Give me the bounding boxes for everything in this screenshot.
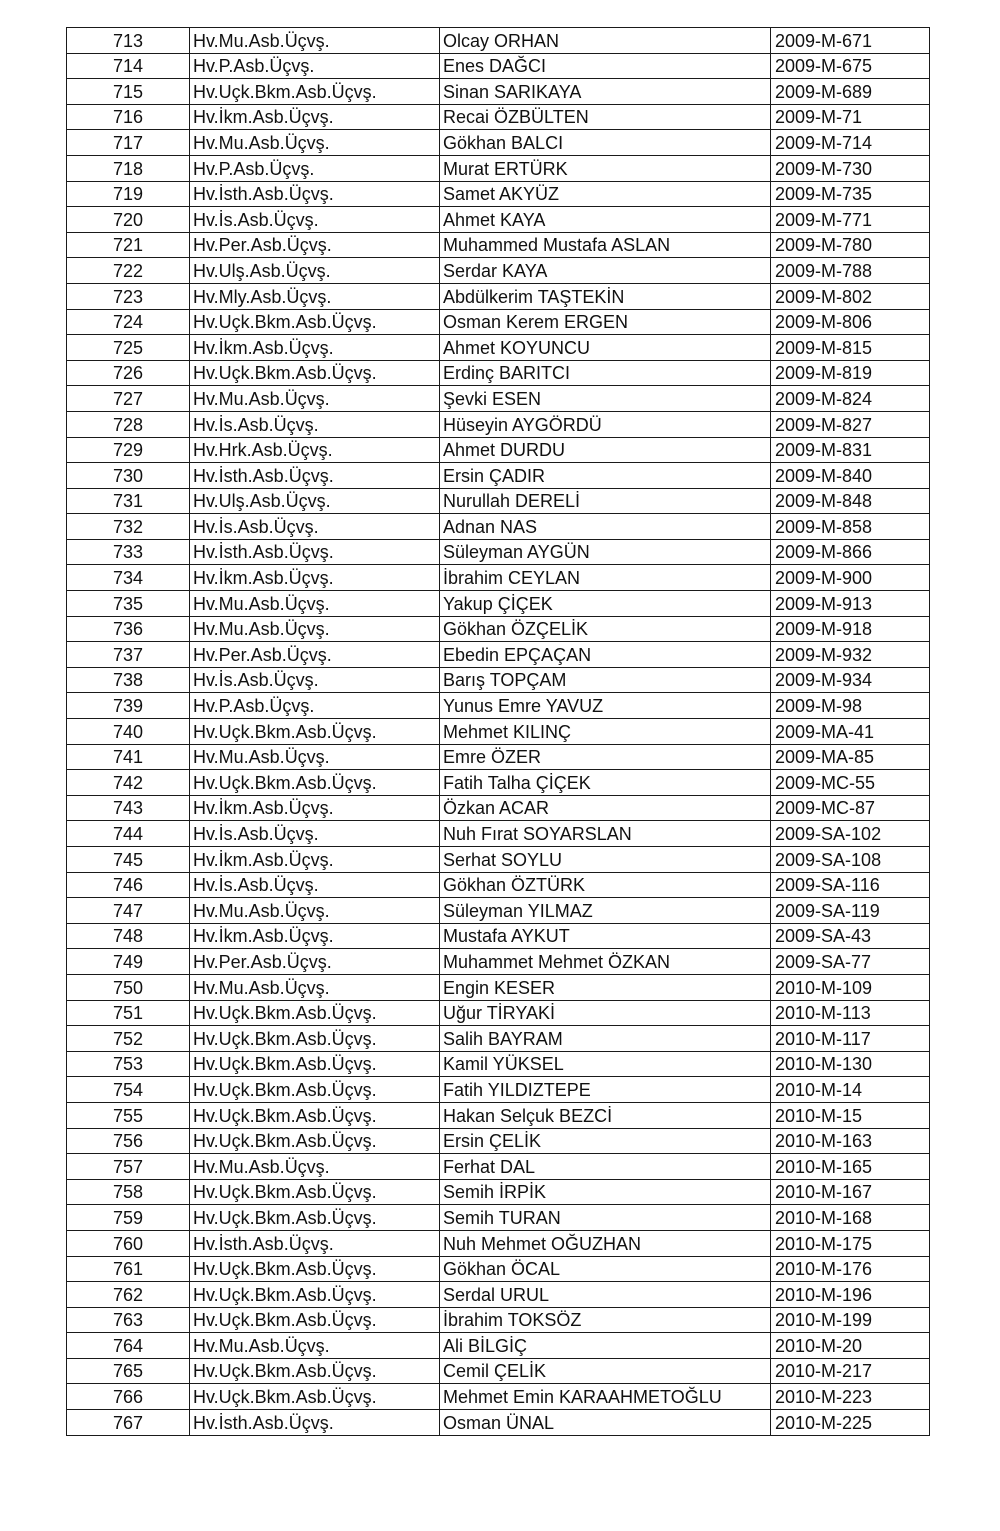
row-number-cell: 741 (67, 744, 190, 770)
row-number-cell: 728 (67, 411, 190, 437)
registry-number-cell: 2009-M-730 (771, 155, 930, 181)
row-number-cell: 762 (67, 1282, 190, 1308)
table-row (67, 463, 930, 489)
name-cell: Semih İRPİK (440, 1179, 771, 1205)
name-cell: İbrahim TOKSÖZ (440, 1307, 771, 1333)
row-number-cell: 767 (67, 1410, 190, 1436)
table-row (67, 616, 930, 642)
table-row (67, 28, 930, 54)
row-number-cell: 724 (67, 309, 190, 335)
rank-cell: Hv.İkm.Asb.Üçvş. (190, 104, 440, 130)
row-number-cell: 732 (67, 514, 190, 540)
row-number-cell: 729 (67, 437, 190, 463)
table-row (67, 539, 930, 565)
row-number-cell: 746 (67, 872, 190, 898)
registry-number-cell: 2010-M-109 (771, 974, 930, 1000)
row-number-cell: 730 (67, 463, 190, 489)
table-row (67, 1256, 930, 1282)
name-cell: Osman Kerem ERGEN (440, 309, 771, 335)
table-row (67, 309, 930, 335)
table-row (67, 693, 930, 719)
name-cell: Serdal URUL (440, 1282, 771, 1308)
rank-cell: Hv.Mu.Asb.Üçvş. (190, 28, 440, 54)
registry-number-cell: 2010-M-168 (771, 1205, 930, 1231)
name-cell: Osman ÜNAL (440, 1410, 771, 1436)
row-number-cell: 757 (67, 1154, 190, 1180)
table-row (67, 104, 930, 130)
name-cell: Süleyman AYGÜN (440, 539, 771, 565)
name-cell: Cemil ÇELİK (440, 1358, 771, 1384)
registry-number-cell: 2009-M-788 (771, 258, 930, 284)
row-number-cell: 737 (67, 642, 190, 668)
table-row (67, 1282, 930, 1308)
registry-number-cell: 2010-M-15 (771, 1102, 930, 1128)
table-row (67, 1384, 930, 1410)
table-row (67, 283, 930, 309)
name-cell: Fatih Talha ÇİÇEK (440, 770, 771, 796)
registry-number-cell: 2009-M-824 (771, 386, 930, 412)
table-row (67, 335, 930, 361)
registry-number-cell: 2010-M-175 (771, 1230, 930, 1256)
name-cell: Nuh Mehmet OĞUZHAN (440, 1230, 771, 1256)
row-number-cell: 719 (67, 181, 190, 207)
name-cell: Ali BİLGİÇ (440, 1333, 771, 1359)
rank-cell: Hv.Hrk.Asb.Üçvş. (190, 437, 440, 463)
table-row (67, 437, 930, 463)
row-number-cell: 733 (67, 539, 190, 565)
row-number-cell: 735 (67, 591, 190, 617)
rank-cell: Hv.İkm.Asb.Üçvş. (190, 847, 440, 873)
registry-number-cell: 2009-SA-108 (771, 847, 930, 873)
row-number-cell: 747 (67, 898, 190, 924)
rank-cell: Hv.Uçk.Bkm.Asb.Üçvş. (190, 1307, 440, 1333)
registry-number-cell: 2009-M-913 (771, 591, 930, 617)
name-cell: Ahmet KOYUNCU (440, 335, 771, 361)
rank-cell: Hv.İkm.Asb.Üçvş. (190, 335, 440, 361)
row-number-cell: 752 (67, 1026, 190, 1052)
registry-number-cell: 2010-M-130 (771, 1051, 930, 1077)
row-number-cell: 725 (67, 335, 190, 361)
table-row (67, 232, 930, 258)
table-row (67, 949, 930, 975)
rank-cell: Hv.Per.Asb.Üçvş. (190, 642, 440, 668)
name-cell: Gökhan ÖCAL (440, 1256, 771, 1282)
rank-cell: Hv.Uçk.Bkm.Asb.Üçvş. (190, 770, 440, 796)
name-cell: Ersin ÇELİK (440, 1128, 771, 1154)
registry-number-cell: 2009-M-780 (771, 232, 930, 258)
table-row (67, 847, 930, 873)
row-number-cell: 717 (67, 130, 190, 156)
rank-cell: Hv.Uçk.Bkm.Asb.Üçvş. (190, 1256, 440, 1282)
name-cell: Kamil YÜKSEL (440, 1051, 771, 1077)
rank-cell: Hv.İs.Asb.Üçvş. (190, 514, 440, 540)
registry-number-cell: 2009-M-806 (771, 309, 930, 335)
table-row (67, 1333, 930, 1359)
row-number-cell: 742 (67, 770, 190, 796)
registry-number-cell: 2010-M-20 (771, 1333, 930, 1359)
rank-cell: Hv.Mu.Asb.Üçvş. (190, 974, 440, 1000)
table-row (67, 130, 930, 156)
registry-number-cell: 2009-SA-119 (771, 898, 930, 924)
name-cell: Mehmet Emin KARAAHMETOĞLU (440, 1384, 771, 1410)
row-number-cell: 754 (67, 1077, 190, 1103)
registry-number-cell: 2009-M-671 (771, 28, 930, 54)
row-number-cell: 736 (67, 616, 190, 642)
row-number-cell: 738 (67, 667, 190, 693)
table-row (67, 565, 930, 591)
row-number-cell: 727 (67, 386, 190, 412)
rank-cell: Hv.İs.Asb.Üçvş. (190, 872, 440, 898)
table-row (67, 1410, 930, 1436)
table-row (67, 974, 930, 1000)
registry-number-cell: 2009-M-934 (771, 667, 930, 693)
registry-number-cell: 2009-M-771 (771, 207, 930, 233)
rank-cell: Hv.Per.Asb.Üçvş. (190, 232, 440, 258)
name-cell: Abdülkerim TAŞTEKİN (440, 283, 771, 309)
table-row (67, 514, 930, 540)
row-number-cell: 716 (67, 104, 190, 130)
name-cell: Olcay ORHAN (440, 28, 771, 54)
row-number-cell: 731 (67, 488, 190, 514)
table-row (67, 488, 930, 514)
table-row (67, 1179, 930, 1205)
row-number-cell: 739 (67, 693, 190, 719)
registry-number-cell: 2009-M-71 (771, 104, 930, 130)
row-number-cell: 751 (67, 1000, 190, 1026)
rank-cell: Hv.Uçk.Bkm.Asb.Üçvş. (190, 1282, 440, 1308)
registry-number-cell: 2009-M-815 (771, 335, 930, 361)
registry-number-cell: 2009-MC-87 (771, 795, 930, 821)
name-cell: Ebedin EPÇAÇAN (440, 642, 771, 668)
rank-cell: Hv.Mu.Asb.Üçvş. (190, 744, 440, 770)
row-number-cell: 756 (67, 1128, 190, 1154)
name-cell: Salih BAYRAM (440, 1026, 771, 1052)
registry-number-cell: 2009-MC-55 (771, 770, 930, 796)
registry-number-cell: 2010-M-196 (771, 1282, 930, 1308)
name-cell: Ahmet KAYA (440, 207, 771, 233)
table-row (67, 795, 930, 821)
row-number-cell: 714 (67, 53, 190, 79)
registry-number-cell: 2009-M-848 (771, 488, 930, 514)
row-number-cell: 748 (67, 923, 190, 949)
registry-number-cell: 2009-MA-41 (771, 719, 930, 745)
row-number-cell: 745 (67, 847, 190, 873)
row-number-cell: 734 (67, 565, 190, 591)
registry-number-cell: 2010-M-225 (771, 1410, 930, 1436)
row-number-cell: 740 (67, 719, 190, 745)
row-number-cell: 720 (67, 207, 190, 233)
registry-number-cell: 2010-M-113 (771, 1000, 930, 1026)
registry-number-cell: 2009-SA-116 (771, 872, 930, 898)
name-cell: Barış TOPÇAM (440, 667, 771, 693)
registry-number-cell: 2009-SA-102 (771, 821, 930, 847)
row-number-cell: 753 (67, 1051, 190, 1077)
registry-number-cell: 2010-M-117 (771, 1026, 930, 1052)
registry-number-cell: 2009-M-802 (771, 283, 930, 309)
registry-number-cell: 2009-M-831 (771, 437, 930, 463)
roster-table (66, 27, 930, 1436)
rank-cell: Hv.Uçk.Bkm.Asb.Üçvş. (190, 1179, 440, 1205)
table-row (67, 821, 930, 847)
name-cell: Gökhan ÖZÇELİK (440, 616, 771, 642)
table-row (67, 1307, 930, 1333)
registry-number-cell: 2009-M-714 (771, 130, 930, 156)
row-number-cell: 764 (67, 1333, 190, 1359)
row-number-cell: 765 (67, 1358, 190, 1384)
table-row (67, 923, 930, 949)
name-cell: Mehmet KILINÇ (440, 719, 771, 745)
row-number-cell: 713 (67, 28, 190, 54)
row-number-cell: 744 (67, 821, 190, 847)
registry-number-cell: 2010-M-163 (771, 1128, 930, 1154)
name-cell: Adnan NAS (440, 514, 771, 540)
rank-cell: Hv.Mly.Asb.Üçvş. (190, 283, 440, 309)
row-number-cell: 749 (67, 949, 190, 975)
table-row (67, 1026, 930, 1052)
table-row (67, 770, 930, 796)
table-row (67, 386, 930, 412)
name-cell: Muhammed Mustafa ASLAN (440, 232, 771, 258)
rank-cell: Hv.İs.Asb.Üçvş. (190, 821, 440, 847)
roster-sheet (66, 27, 929, 1436)
rank-cell: Hv.İkm.Asb.Üçvş. (190, 923, 440, 949)
registry-number-cell: 2010-M-165 (771, 1154, 930, 1180)
row-number-cell: 766 (67, 1384, 190, 1410)
rank-cell: Hv.Uçk.Bkm.Asb.Üçvş. (190, 309, 440, 335)
name-cell: Serdar KAYA (440, 258, 771, 284)
table-row (67, 719, 930, 745)
rank-cell: Hv.Uçk.Bkm.Asb.Üçvş. (190, 360, 440, 386)
name-cell: Engin KESER (440, 974, 771, 1000)
rank-cell: Hv.Uçk.Bkm.Asb.Üçvş. (190, 1000, 440, 1026)
rank-cell: Hv.Uçk.Bkm.Asb.Üçvş. (190, 1102, 440, 1128)
name-cell: Enes DAĞCI (440, 53, 771, 79)
name-cell: Gökhan ÖZTÜRK (440, 872, 771, 898)
registry-number-cell: 2009-MA-85 (771, 744, 930, 770)
registry-number-cell: 2009-M-827 (771, 411, 930, 437)
table-row (67, 1102, 930, 1128)
name-cell: Recai ÖZBÜLTEN (440, 104, 771, 130)
roster-body (67, 28, 930, 1436)
rank-cell: Hv.P.Asb.Üçvş. (190, 155, 440, 181)
table-row (67, 1128, 930, 1154)
rank-cell: Hv.Mu.Asb.Üçvş. (190, 386, 440, 412)
rank-cell: Hv.Uçk.Bkm.Asb.Üçvş. (190, 1384, 440, 1410)
registry-number-cell: 2010-M-14 (771, 1077, 930, 1103)
table-row (67, 207, 930, 233)
rank-cell: Hv.İsth.Asb.Üçvş. (190, 539, 440, 565)
name-cell: Hakan Selçuk BEZCİ (440, 1102, 771, 1128)
registry-number-cell: 2010-M-176 (771, 1256, 930, 1282)
table-row (67, 181, 930, 207)
rank-cell: Hv.İsth.Asb.Üçvş. (190, 463, 440, 489)
rank-cell: Hv.Mu.Asb.Üçvş. (190, 616, 440, 642)
name-cell: Hüseyin AYGÖRDÜ (440, 411, 771, 437)
registry-number-cell: 2009-M-858 (771, 514, 930, 540)
name-cell: Nuh Fırat SOYARSLAN (440, 821, 771, 847)
name-cell: Yunus Emre YAVUZ (440, 693, 771, 719)
rank-cell: Hv.İsth.Asb.Üçvş. (190, 1230, 440, 1256)
table-row (67, 1000, 930, 1026)
rank-cell: Hv.Ulş.Asb.Üçvş. (190, 488, 440, 514)
table-row (67, 1154, 930, 1180)
table-row (67, 1205, 930, 1231)
name-cell: Ahmet DURDU (440, 437, 771, 463)
row-number-cell: 760 (67, 1230, 190, 1256)
registry-number-cell: 2009-M-900 (771, 565, 930, 591)
rank-cell: Hv.Uçk.Bkm.Asb.Üçvş. (190, 1077, 440, 1103)
rank-cell: Hv.Uçk.Bkm.Asb.Üçvş. (190, 719, 440, 745)
rank-cell: Hv.Per.Asb.Üçvş. (190, 949, 440, 975)
rank-cell: Hv.P.Asb.Üçvş. (190, 53, 440, 79)
row-number-cell: 763 (67, 1307, 190, 1333)
table-row (67, 411, 930, 437)
registry-number-cell: 2010-M-223 (771, 1384, 930, 1410)
name-cell: Nurullah DERELİ (440, 488, 771, 514)
registry-number-cell: 2010-M-199 (771, 1307, 930, 1333)
name-cell: Muhammet Mehmet ÖZKAN (440, 949, 771, 975)
registry-number-cell: 2009-SA-43 (771, 923, 930, 949)
registry-number-cell: 2009-M-689 (771, 79, 930, 105)
table-row (67, 1051, 930, 1077)
row-number-cell: 759 (67, 1205, 190, 1231)
registry-number-cell: 2009-M-819 (771, 360, 930, 386)
row-number-cell: 723 (67, 283, 190, 309)
row-number-cell: 726 (67, 360, 190, 386)
row-number-cell: 743 (67, 795, 190, 821)
rank-cell: Hv.İsth.Asb.Üçvş. (190, 181, 440, 207)
rank-cell: Hv.İkm.Asb.Üçvş. (190, 795, 440, 821)
table-row (67, 872, 930, 898)
rank-cell: Hv.İsth.Asb.Üçvş. (190, 1410, 440, 1436)
rank-cell: Hv.İs.Asb.Üçvş. (190, 207, 440, 233)
name-cell: Süleyman YILMAZ (440, 898, 771, 924)
rank-cell: Hv.Uçk.Bkm.Asb.Üçvş. (190, 1026, 440, 1052)
name-cell: Emre ÖZER (440, 744, 771, 770)
rank-cell: Hv.İs.Asb.Üçvş. (190, 667, 440, 693)
rank-cell: Hv.İkm.Asb.Üçvş. (190, 565, 440, 591)
table-row (67, 79, 930, 105)
table-row (67, 667, 930, 693)
registry-number-cell: 2009-M-840 (771, 463, 930, 489)
table-row (67, 1077, 930, 1103)
table-row (67, 155, 930, 181)
row-number-cell: 755 (67, 1102, 190, 1128)
rank-cell: Hv.Uçk.Bkm.Asb.Üçvş. (190, 1205, 440, 1231)
rank-cell: Hv.Mu.Asb.Üçvş. (190, 1154, 440, 1180)
name-cell: Ferhat DAL (440, 1154, 771, 1180)
rank-cell: Hv.Mu.Asb.Üçvş. (190, 898, 440, 924)
rank-cell: Hv.P.Asb.Üçvş. (190, 693, 440, 719)
name-cell: Samet AKYÜZ (440, 181, 771, 207)
rank-cell: Hv.Mu.Asb.Üçvş. (190, 591, 440, 617)
name-cell: Mustafa AYKUT (440, 923, 771, 949)
registry-number-cell: 2009-M-932 (771, 642, 930, 668)
registry-number-cell: 2009-M-98 (771, 693, 930, 719)
registry-number-cell: 2009-SA-77 (771, 949, 930, 975)
registry-number-cell: 2010-M-217 (771, 1358, 930, 1384)
name-cell: Gökhan BALCI (440, 130, 771, 156)
rank-cell: Hv.Uçk.Bkm.Asb.Üçvş. (190, 1358, 440, 1384)
rank-cell: Hv.İs.Asb.Üçvş. (190, 411, 440, 437)
registry-number-cell: 2009-M-675 (771, 53, 930, 79)
row-number-cell: 721 (67, 232, 190, 258)
table-row (67, 360, 930, 386)
row-number-cell: 761 (67, 1256, 190, 1282)
table-row (67, 744, 930, 770)
name-cell: Şevki ESEN (440, 386, 771, 412)
name-cell: Sinan SARIKAYA (440, 79, 771, 105)
row-number-cell: 750 (67, 974, 190, 1000)
table-row (67, 591, 930, 617)
rank-cell: Hv.Uçk.Bkm.Asb.Üçvş. (190, 1128, 440, 1154)
name-cell: Murat ERTÜRK (440, 155, 771, 181)
name-cell: Erdinç BARITCI (440, 360, 771, 386)
row-number-cell: 758 (67, 1179, 190, 1205)
table-row (67, 1230, 930, 1256)
row-number-cell: 715 (67, 79, 190, 105)
name-cell: Fatih YILDIZTEPE (440, 1077, 771, 1103)
name-cell: Yakup ÇİÇEK (440, 591, 771, 617)
name-cell: Uğur TİRYAKİ (440, 1000, 771, 1026)
name-cell: Ersin ÇADIR (440, 463, 771, 489)
table-row (67, 258, 930, 284)
table-row (67, 1358, 930, 1384)
name-cell: İbrahim CEYLAN (440, 565, 771, 591)
registry-number-cell: 2010-M-167 (771, 1179, 930, 1205)
registry-number-cell: 2009-M-918 (771, 616, 930, 642)
table-row (67, 898, 930, 924)
table-row (67, 642, 930, 668)
rank-cell: Hv.Mu.Asb.Üçvş. (190, 1333, 440, 1359)
rank-cell: Hv.Mu.Asb.Üçvş. (190, 130, 440, 156)
table-row (67, 53, 930, 79)
name-cell: Semih TURAN (440, 1205, 771, 1231)
rank-cell: Hv.Uçk.Bkm.Asb.Üçvş. (190, 1051, 440, 1077)
name-cell: Serhat SOYLU (440, 847, 771, 873)
row-number-cell: 722 (67, 258, 190, 284)
name-cell: Özkan ACAR (440, 795, 771, 821)
registry-number-cell: 2009-M-735 (771, 181, 930, 207)
registry-number-cell: 2009-M-866 (771, 539, 930, 565)
rank-cell: Hv.Uçk.Bkm.Asb.Üçvş. (190, 79, 440, 105)
row-number-cell: 718 (67, 155, 190, 181)
rank-cell: Hv.Ulş.Asb.Üçvş. (190, 258, 440, 284)
